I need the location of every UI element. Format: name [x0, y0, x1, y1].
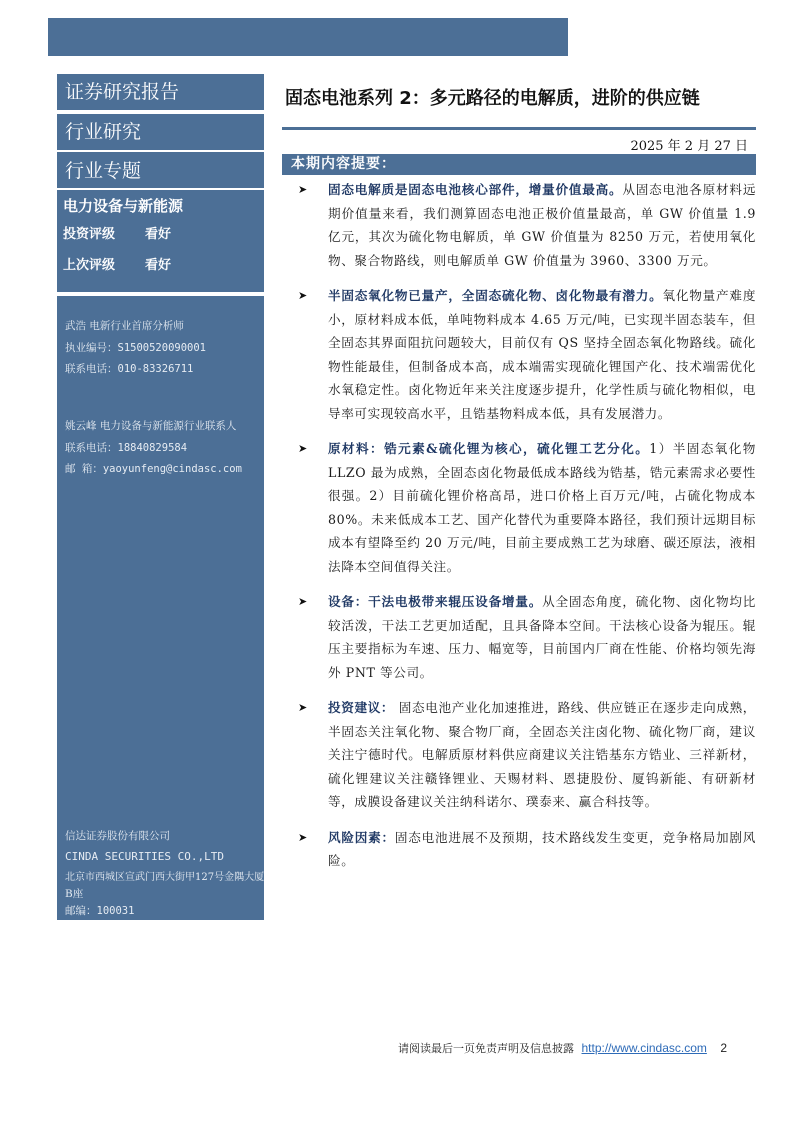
- arrow-bullet-icon: ➤: [298, 442, 308, 455]
- report-type-label: 证券研究报告: [65, 81, 180, 103]
- arrow-bullet-icon: ➤: [298, 289, 308, 302]
- summary-item-body: 固态电池产业化加速推进，路线、供应链正在逐步走向成熟，半固态关注氧化物、聚合物厂商，全固态关注卤化物、硫化物厂商，建议关注宁德时代。电解质原材料供应商建议关注锆基东方锆业、三祥新材，硫化锂建议关注赣锋锂业、天赐材料、恩捷股份、厦钨新能、有研新材等，成膜设备建议关注纳科诺尔、璞泰来、赢合科技等。: [328, 700, 756, 809]
- website-link[interactable]: http://www.cindasc.com: [581, 1041, 707, 1055]
- analyst-1-phone: 联系电话：010-83326711: [65, 363, 194, 375]
- arrow-bullet-icon: ➤: [298, 830, 308, 844]
- company-address-line-1: 北京市西城区宣武门西大街甲127号金隅大厦: [65, 872, 265, 883]
- industry-name: 电力设备与新能源: [63, 197, 184, 215]
- report-type-box: [57, 74, 264, 110]
- company-address-line-2: B座: [65, 888, 84, 900]
- summary-item-body: 从全固态角度，硫化物、卤化物均比较活泼，干法工艺更加适配，且具备降本空间。干法核心设备为辊压。辊压主要指标为车速、压力、幅宽等，目前国内厂商在性能、价格均领先海外 PNT 等公司。: [328, 594, 756, 680]
- analyst-2-phone: 联系电话：18840829584: [65, 442, 188, 454]
- top-banner: [48, 18, 568, 56]
- summary-item-body: 从固态电池各原材料远期价值量来看，我们测算固态电池正极价值量最高，单 GW 价值量 1.9 亿元，其次为硫化物电解质，单 GW 价值量为 8250 万元，若使用氧化物、聚合物路线，则电解质单 GW 价值量为 3960、3300 万元。: [328, 182, 757, 268]
- summary-item: [298, 826, 756, 873]
- title-rule: [282, 127, 756, 130]
- current-rating-value: 看好: [145, 227, 172, 242]
- summary-list: [298, 178, 756, 885]
- summary-item-lead: 固态电解质是固态电池核心部件，增量价值最高。: [328, 182, 623, 197]
- summary-item: [298, 696, 756, 814]
- footer-disclaimer: 请阅读最后一页免责声明及信息披露: [398, 1042, 574, 1055]
- summary-item-lead: 风险因素：: [328, 829, 395, 845]
- subcategory-label: 行业专题: [57, 152, 264, 190]
- page-footer: [398, 1040, 727, 1056]
- summary-item: [298, 178, 756, 272]
- report-date: 2025 年 2 月 27 日: [630, 139, 748, 154]
- company-name-cn: 信达证券股份有限公司: [65, 830, 170, 842]
- analyst-2-name-title: 姚云峰 电力设备与新能源行业联系人: [65, 420, 237, 432]
- summary-item-body: 固态电池进展不及预期，技术路线发生变更，竞争格局加剧风险。: [328, 829, 756, 868]
- rating-box: [57, 152, 264, 292]
- arrow-bullet-icon: ➤: [298, 183, 308, 196]
- analyst-1-license: 执业编号：S1500520090001: [65, 342, 207, 354]
- analyst-2-email[interactable]: 邮 箱：yaoyunfeng@cindasc.com: [65, 463, 242, 475]
- company-name-en: CINDA SECURITIES CO.,LTD: [65, 850, 224, 863]
- arrow-bullet-icon: ➤: [298, 595, 308, 608]
- summary-item: [298, 437, 756, 578]
- summary-item-lead: 设备：干法电极带来辊压设备增量。: [328, 594, 543, 609]
- summary-heading: 本期内容提要：: [282, 154, 756, 175]
- summary-item-lead: 投资建议：: [328, 700, 395, 715]
- summary-item: [298, 590, 756, 684]
- company-postcode: 邮编：100031: [65, 905, 135, 917]
- summary-item-body: 氧化物量产难度小，原材料成本低，单吨物料成本 4.65 万元/吨，已实现半固态装车，但全固态其界面阻抗问题较大，目前仅有 QS 坚持全固态氧化物路线。硫化物性能最佳，但制备成本高，成本端需实现硫化锂国产化、技术端需优化水氧稳定性。卤化物近年来关注度逐步提升，化学性质与硫化物相似，电导率可实现较高水平，且锆基物料成本低，具有发展潜力。: [328, 288, 757, 421]
- summary-item: [298, 284, 756, 425]
- summary-item-lead: 半固态氧化物已量产，全固态硫化物、卤化物最有潜力。: [328, 288, 663, 303]
- analyst-1-name-title: 武浩 电新行业首席分析师: [65, 320, 184, 332]
- summary-item-body: 1）半固态氧化物 LLZO 最为成熟，全固态卤化物最低成本路线为锆基，锆元素需求必要性很强。2）目前硫化锂价格高昂，进口价格上百万元/吨，占硫化物成本 80%。未来低成本工艺、国产化替代为重要降本路径，我们预计远期目标成本有望降至约 20 万元/吨，目前主要成熟工艺为球磨、碳还原法，液相法降本空间值得关注。: [328, 441, 757, 574]
- page-number: 2: [720, 1041, 728, 1055]
- current-rating-row: [57, 217, 264, 248]
- current-rating-label: 投资评级: [63, 227, 116, 242]
- previous-rating-label: 上次评级: [63, 258, 116, 273]
- category-box: [57, 114, 264, 150]
- category-label: 行业研究: [65, 121, 142, 143]
- arrow-bullet-icon: ➤: [298, 701, 308, 714]
- previous-rating-value: 看好: [145, 258, 172, 273]
- previous-rating-row: [57, 248, 264, 279]
- report-title: 固态电池系列 2：多元路径的电解质，进阶的供应链: [285, 88, 700, 109]
- summary-item-lead: 原材料：锆元素&硫化锂为核心，硫化锂工艺分化。: [328, 441, 650, 456]
- analyst-contact-box: [57, 296, 264, 920]
